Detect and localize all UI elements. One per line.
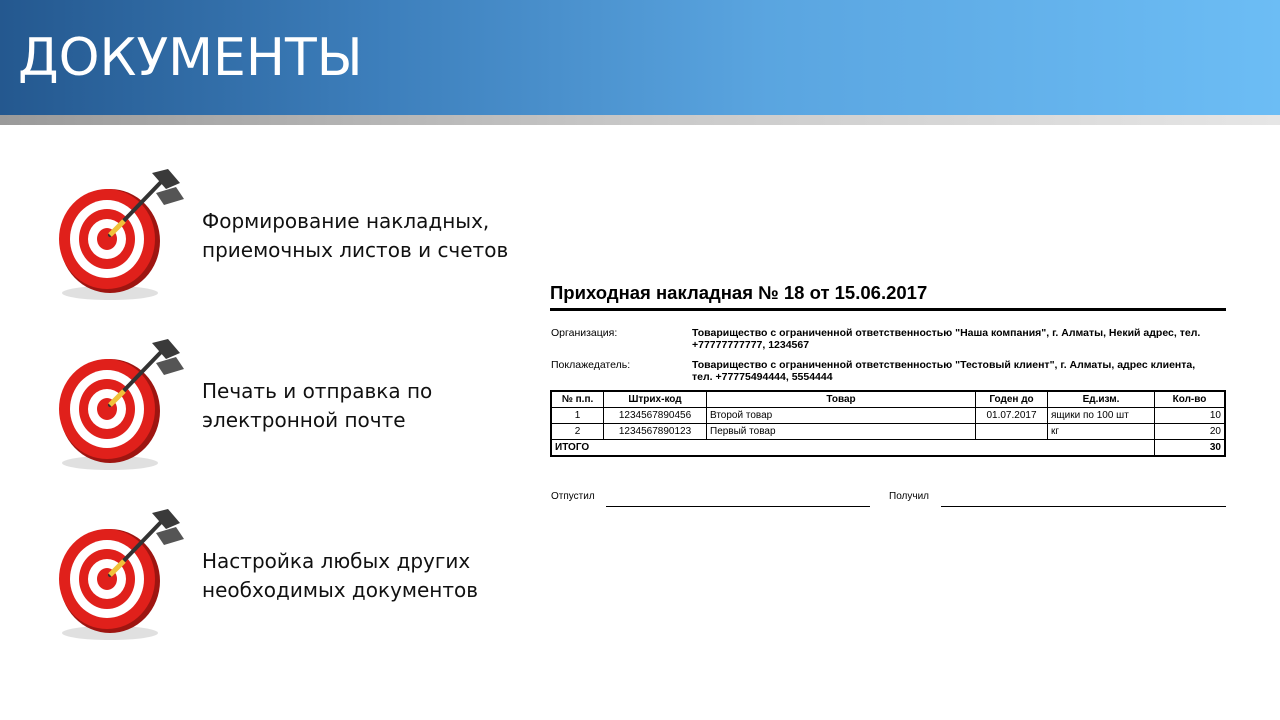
feature-item — [50, 165, 520, 305]
feature-line-1: Настройка любых других — [202, 549, 471, 573]
cell-product: Второй товар — [707, 408, 976, 424]
slide-header — [0, 0, 1280, 115]
feature-line-2: приемочных листов и счетов — [202, 238, 509, 262]
cell-qty: 10 — [1155, 408, 1226, 424]
col-header-qty: Кол-во — [1155, 391, 1226, 408]
title-rule — [550, 308, 1226, 311]
feature-item — [50, 505, 520, 645]
items-table — [550, 390, 1226, 457]
released-label: Отпустил — [551, 491, 595, 502]
received-label: Получил — [889, 491, 929, 502]
organization-row — [550, 327, 1226, 353]
cell-qty: 20 — [1155, 424, 1226, 440]
table-total-row — [551, 440, 1225, 457]
cell-unit: кг — [1048, 424, 1155, 440]
col-header-expiry: Годен до — [976, 391, 1048, 408]
cell-barcode: 1234567890123 — [604, 424, 707, 440]
slide-title: ДОКУМЕНТЫ — [18, 28, 363, 88]
target-dart-icon — [50, 335, 190, 475]
supplier-label: Поклажедатель: — [551, 359, 631, 371]
cell-number: 2 — [551, 424, 604, 440]
target-dart-icon — [50, 165, 190, 305]
cell-product: Первый товар — [707, 424, 976, 440]
col-header-number: № п.п. — [551, 391, 604, 408]
received-signature-line — [941, 506, 1226, 507]
organization-value: Товарищество с ограниченной ответственностью "Наша компания", г. Алматы, Некий адрес, тел. +77777777777, 1234567 — [692, 327, 1201, 351]
feature-item — [50, 335, 520, 475]
invoice-document — [550, 280, 1226, 502]
target-dart-icon — [50, 505, 190, 645]
supplier-value: Товарищество с ограниченной ответственностью "Тестовый клиент", г. Алматы, адрес клиента, тел. +77775494444, 5554444 — [692, 359, 1196, 383]
cell-expiry: 01.07.2017 — [976, 408, 1048, 424]
col-header-unit: Ед.изм. — [1048, 391, 1155, 408]
col-header-barcode: Штрих-код — [604, 391, 707, 408]
feature-line-1: Формирование накладных, — [202, 209, 490, 233]
col-header-product: Товар — [707, 391, 976, 408]
cell-expiry — [976, 424, 1048, 440]
released-signature-line — [606, 506, 870, 507]
table-row — [551, 408, 1225, 424]
feature-line-2: необходимых документов — [202, 578, 479, 602]
supplier-row — [550, 359, 1226, 385]
cell-barcode: 1234567890456 — [604, 408, 707, 424]
feature-line-2: электронной почте — [202, 408, 406, 432]
total-value: 30 — [1155, 440, 1226, 457]
feature-line-1: Печать и отправка по — [202, 379, 433, 403]
feature-text — [202, 377, 432, 435]
invoice-title: Приходная накладная № 18 от 15.06.2017 — [550, 282, 928, 303]
total-label: ИТОГО — [551, 440, 1155, 457]
table-header-row — [551, 391, 1225, 408]
cell-number: 1 — [551, 408, 604, 424]
organization-label: Организация: — [551, 327, 618, 339]
feature-text — [202, 547, 478, 605]
header-divider — [0, 115, 1280, 125]
cell-unit: ящики по 100 шт — [1048, 408, 1155, 424]
feature-text — [202, 207, 508, 265]
table-row — [551, 424, 1225, 440]
